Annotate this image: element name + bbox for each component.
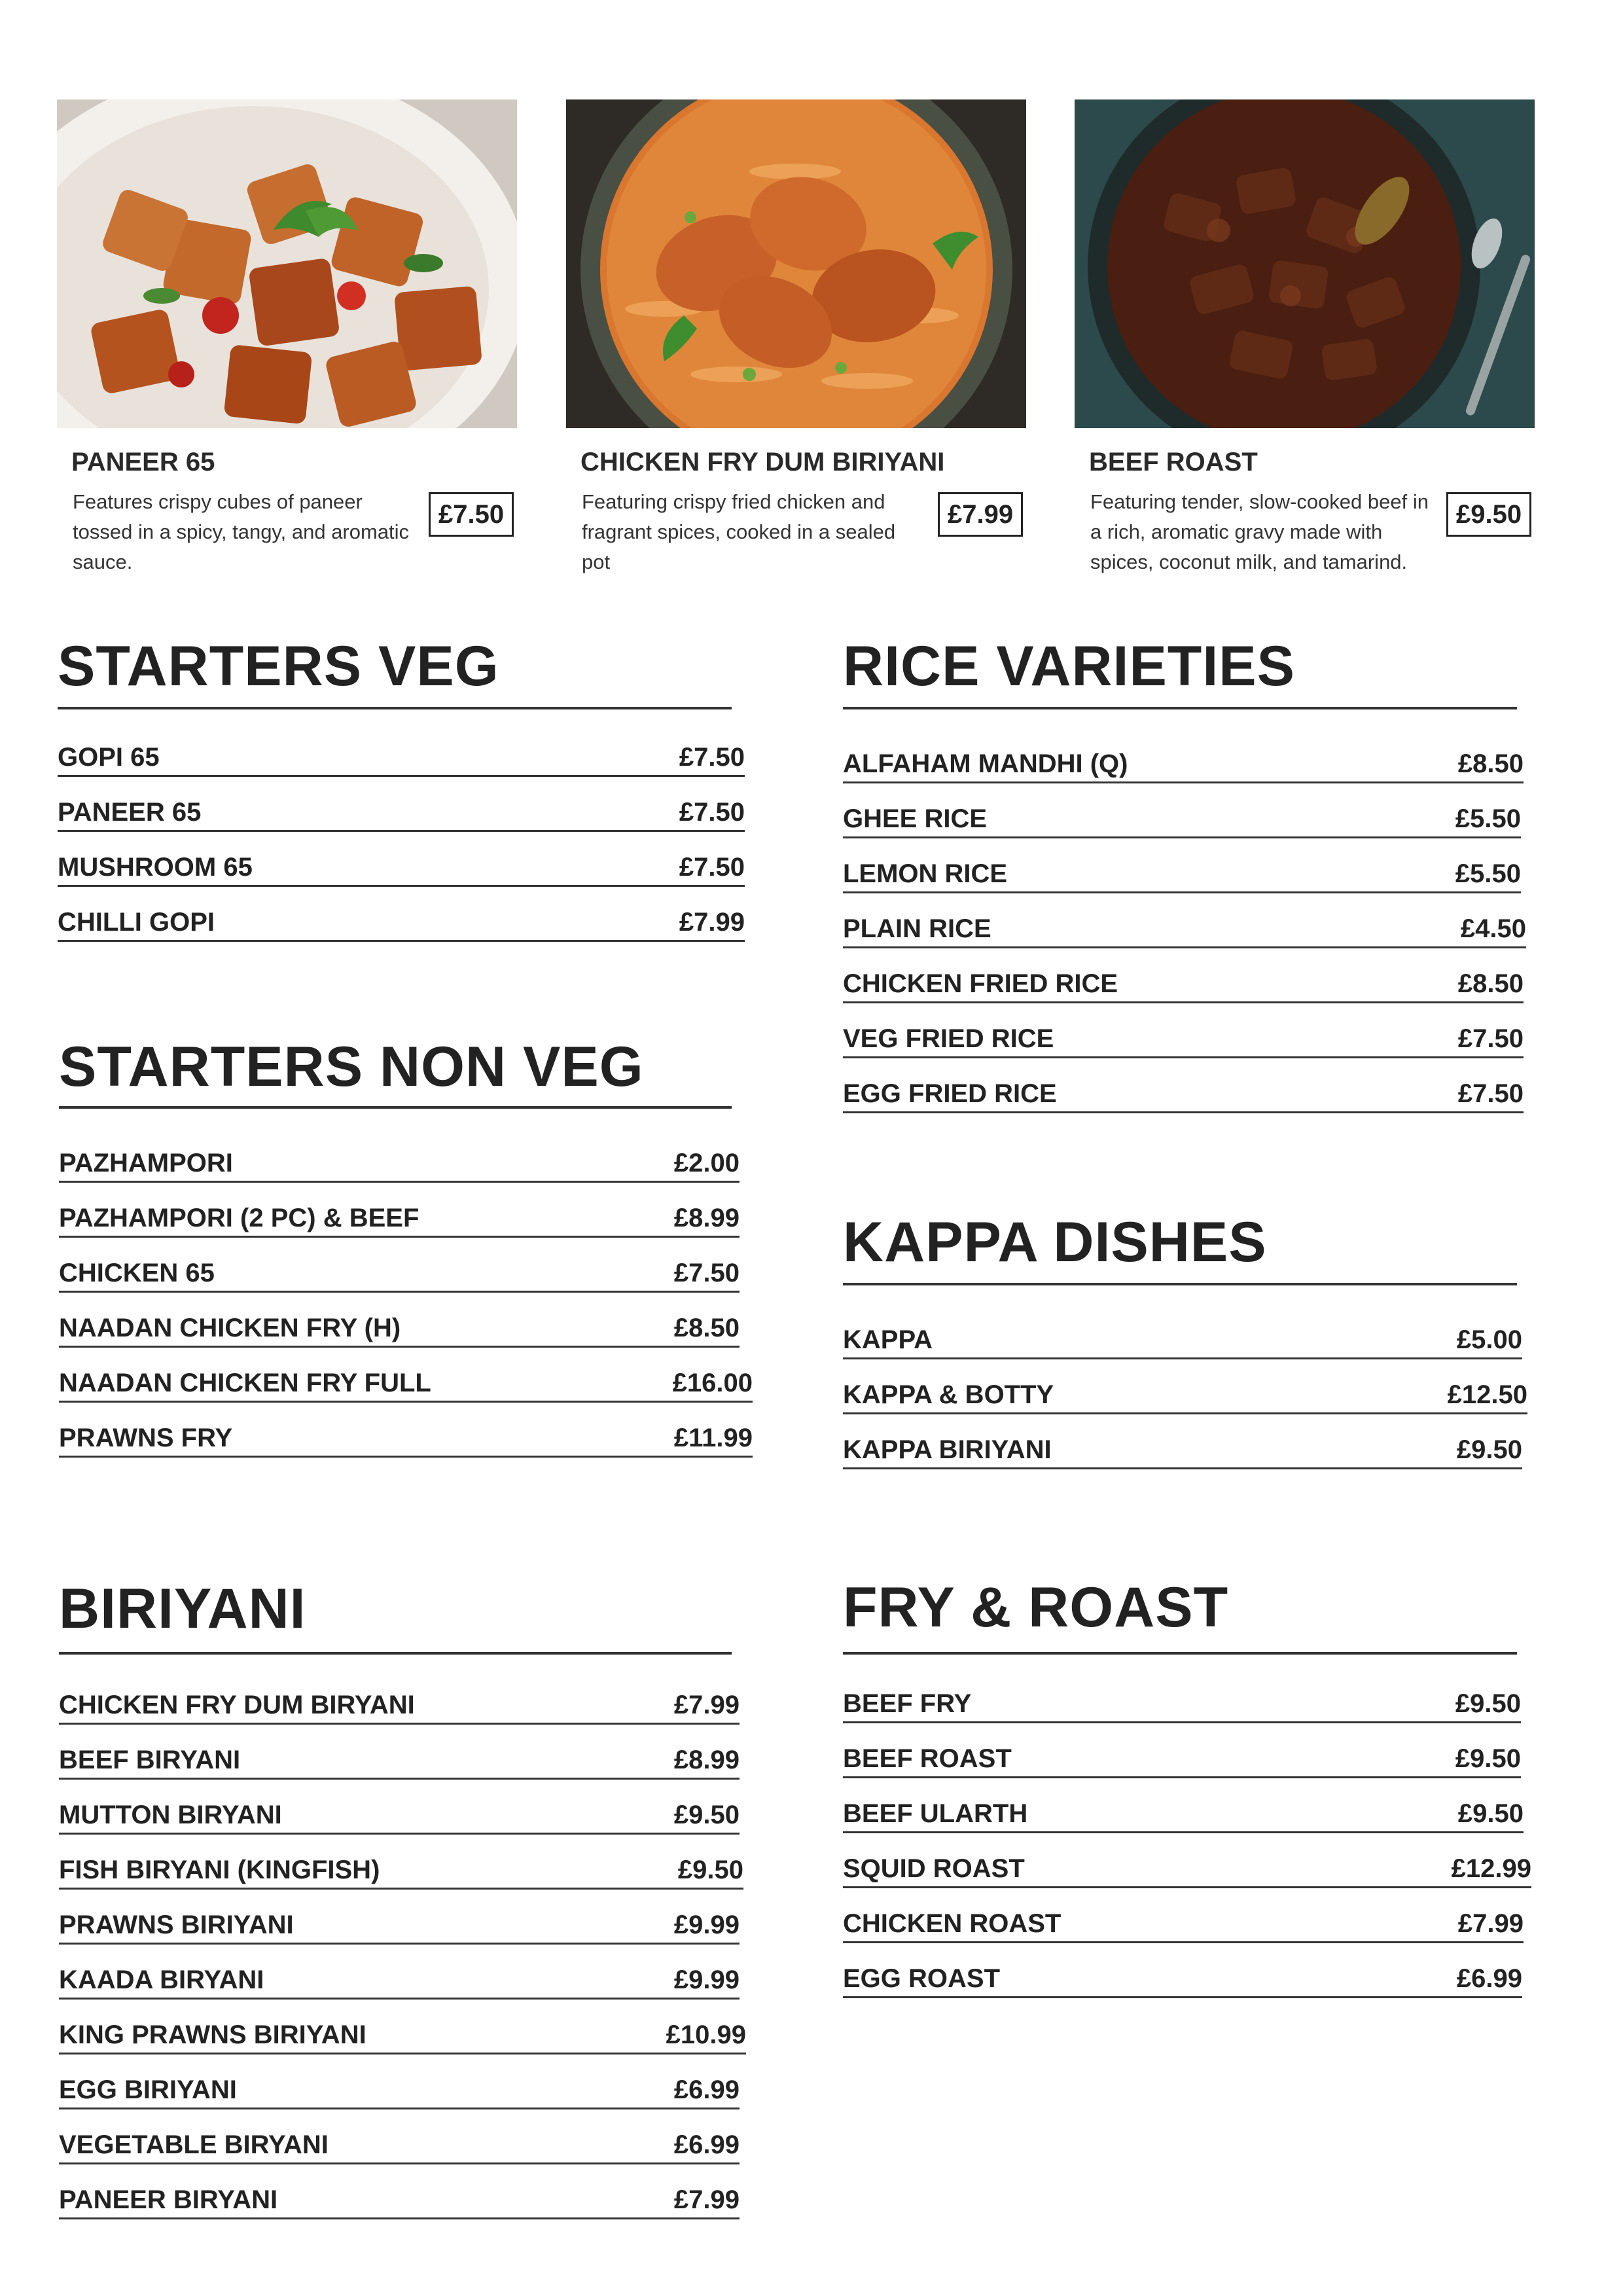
item-price: £7.99 (673, 2185, 740, 2214)
heading-rule (59, 1106, 732, 1109)
item-name: CHICKEN FRY DUM BIRYANI (59, 1691, 415, 1719)
item-name: BEEF BIRYANI (59, 1746, 241, 1774)
item-price: £8.99 (673, 1746, 740, 1774)
featured-description: Featuring crispy fried chicken and fragrant spices, cooked in a sealed pot (582, 490, 896, 573)
item-name: BEEF ULARTH (843, 1799, 1028, 1828)
featured-price: £9.50 (1446, 492, 1531, 537)
item-name: EGG BIRIYANI (59, 2075, 237, 2104)
menu-item (843, 965, 1524, 1003)
heading-rule (843, 1283, 1517, 1285)
item-name: PANEER BIRYANI (59, 2185, 278, 2214)
featured-title: BEEF ROAST (1089, 448, 1258, 476)
item-price: £5.50 (1455, 859, 1521, 888)
item-price: £7.99 (673, 1691, 740, 1719)
item-name: MUTTON BIRYANI (59, 1801, 282, 1829)
section-heading: BIRIYANI (59, 1577, 306, 1640)
item-name: PAZHAMPORI (59, 1149, 233, 1177)
beef-roast-photo (1075, 99, 1535, 428)
menu-item (59, 1254, 740, 1293)
item-name: LEMON RICE (843, 859, 1008, 888)
menu-item (59, 1686, 740, 1725)
item-price: £7.50 (673, 1259, 740, 1287)
item-price: £4.50 (1460, 914, 1526, 943)
item-price: £12.99 (1451, 1854, 1531, 1883)
menu-item (843, 1795, 1524, 1833)
item-name: MUSHROOM 65 (58, 853, 253, 882)
menu-item (59, 1961, 740, 2000)
item-price: £7.50 (679, 798, 745, 827)
menu-item (59, 1144, 740, 1183)
item-name: VEG FRIED RICE (843, 1024, 1054, 1053)
section-rice-varieties (843, 634, 1530, 1108)
item-price: £7.99 (679, 908, 745, 937)
item-price: £6.99 (673, 2130, 740, 2159)
menu-item (59, 1309, 740, 1348)
item-price: £10.99 (666, 2020, 746, 2049)
item-price: £9.50 (1455, 1744, 1521, 1773)
item-price: £8.50 (673, 1314, 740, 1342)
menu-item (59, 1419, 753, 1458)
item-name: CHICKEN 65 (59, 1259, 215, 1287)
menu-item (58, 793, 745, 832)
item-price: £9.50 (677, 1856, 743, 1884)
item-name: SQUID ROAST (843, 1854, 1025, 1883)
heading-rule (58, 707, 732, 709)
section-heading: STARTERS VEG (58, 635, 499, 698)
item-price: £9.50 (673, 1801, 740, 1829)
featured-description: Featuring tender, slow-cooked beef in a rich, aromatic gravy made with spices, coconut milk, and tamarind. (1090, 490, 1429, 573)
item-name: BEEF ROAST (843, 1744, 1012, 1773)
menu-item (843, 1376, 1527, 1414)
item-name: PANEER 65 (58, 798, 202, 827)
item-name: FISH BIRYANI (KINGFISH) (59, 1856, 380, 1884)
item-price: £9.99 (673, 1910, 740, 1939)
menu-item (59, 1199, 740, 1238)
featured-dish-beef-roast (1075, 99, 1535, 573)
menu-item (59, 2071, 740, 2109)
item-name: KAADA BIRYANI (59, 1965, 264, 1994)
item-name: PRAWNS BIRIYANI (59, 1910, 294, 1939)
item-name: KAPPA (843, 1325, 933, 1354)
item-price: £9.50 (1457, 1799, 1524, 1828)
featured-dish-chicken-biriyani (566, 99, 1026, 573)
item-price: £6.99 (673, 2075, 740, 2104)
section-heading: KAPPA DISHES (843, 1211, 1267, 1274)
item-name: CHICKEN FRIED RICE (843, 969, 1118, 998)
item-price: £7.50 (679, 853, 745, 882)
item-name: NAADAN CHICKEN FRY FULL (59, 1369, 431, 1397)
item-name: EGG FRIED RICE (843, 1079, 1057, 1108)
menu-item (59, 1796, 740, 1835)
menu-item (58, 848, 745, 887)
menu-item (843, 855, 1521, 893)
item-price: £8.99 (673, 1204, 740, 1232)
featured-title: PANEER 65 (71, 448, 215, 476)
menu-item (843, 1905, 1524, 1943)
item-name: BEEF FRY (843, 1689, 972, 1718)
item-price: £8.50 (1457, 969, 1524, 998)
item-name: CHILLI GOPI (58, 908, 215, 937)
menu-item (59, 2126, 740, 2164)
heading-rule (843, 707, 1517, 709)
item-price: £11.99 (673, 1424, 753, 1452)
paneer-65-photo (57, 99, 517, 428)
section-heading: RICE VARIETIES (843, 635, 1295, 698)
item-price: £7.50 (1457, 1079, 1524, 1108)
item-price: £9.50 (1455, 1689, 1521, 1718)
menu-item (843, 800, 1521, 838)
item-price: £9.99 (673, 1965, 740, 1994)
menu-item (843, 1960, 1522, 1998)
item-name: PRAWNS FRY (59, 1424, 233, 1452)
menu-item (843, 1431, 1522, 1469)
item-name: ALFAHAM MANDHI (Q) (843, 749, 1128, 778)
menu-item (58, 738, 745, 777)
featured-description: Features crispy cubes of paneer tossed in a spicy, tangy, and aromatic sauce. (73, 490, 410, 573)
item-price: £5.00 (1456, 1325, 1522, 1354)
item-name: GHEE RICE (843, 804, 988, 833)
item-name: CHICKEN ROAST (843, 1909, 1061, 1938)
featured-dish-paneer-65 (57, 99, 517, 573)
item-name: VEGETABLE BIRYANI (59, 2130, 329, 2159)
menu-item (59, 2016, 746, 2054)
menu-item (843, 1020, 1524, 1058)
menu-item (58, 903, 745, 942)
menu-item (843, 745, 1524, 783)
item-name: PLAIN RICE (843, 914, 991, 943)
menu-item (59, 2181, 740, 2219)
item-name: PAZHAMPORI (2 PC) & BEEF (59, 1204, 419, 1232)
section-starters-non-veg (59, 1034, 753, 1452)
featured-price: £7.50 (429, 492, 514, 537)
heading-rule (59, 1652, 732, 1655)
item-name: KING PRAWNS BIRIYANI (59, 2020, 366, 2049)
heading-rule (843, 1652, 1517, 1655)
section-heading: FRY & ROAST (843, 1576, 1229, 1639)
menu-item (843, 1685, 1521, 1723)
menu-item (59, 1364, 753, 1403)
item-name: GOPI 65 (58, 743, 160, 772)
item-price: £7.50 (1457, 1024, 1524, 1053)
menu-item (59, 1851, 743, 1890)
section-kappa-dishes (843, 1210, 1530, 1464)
item-price: £2.00 (673, 1149, 740, 1177)
item-price: £12.50 (1447, 1380, 1527, 1409)
item-price: £8.50 (1457, 749, 1524, 778)
item-price: £9.50 (1456, 1435, 1522, 1464)
menu-item (843, 1321, 1522, 1359)
item-price: £16.00 (672, 1369, 753, 1397)
section-biriyani (59, 1576, 746, 2214)
menu-item (59, 1906, 740, 1945)
chicken-biriyani-photo (566, 99, 1026, 428)
menu-item (843, 910, 1526, 948)
featured-title: CHICKEN FRY DUM BIRIYANI (580, 448, 945, 476)
item-name: EGG ROAST (843, 1964, 1001, 1993)
item-price: £6.99 (1456, 1964, 1522, 1993)
section-starters-veg (58, 634, 745, 937)
menu-item (843, 1850, 1531, 1888)
section-heading: STARTERS NON VEG (59, 1035, 644, 1098)
featured-price: £7.99 (938, 492, 1023, 537)
item-name: NAADAN CHICKEN FRY (H) (59, 1314, 401, 1342)
item-price: £7.99 (1457, 1909, 1524, 1938)
menu-item (59, 1741, 740, 1780)
section-fry-roast (843, 1575, 1531, 1993)
item-name: KAPPA BIRIYANI (843, 1435, 1052, 1464)
menu-item (843, 1075, 1524, 1113)
item-price: £5.50 (1455, 804, 1521, 833)
item-name: KAPPA & BOTTY (843, 1380, 1054, 1409)
item-price: £7.50 (679, 743, 745, 772)
menu-item (843, 1740, 1521, 1778)
